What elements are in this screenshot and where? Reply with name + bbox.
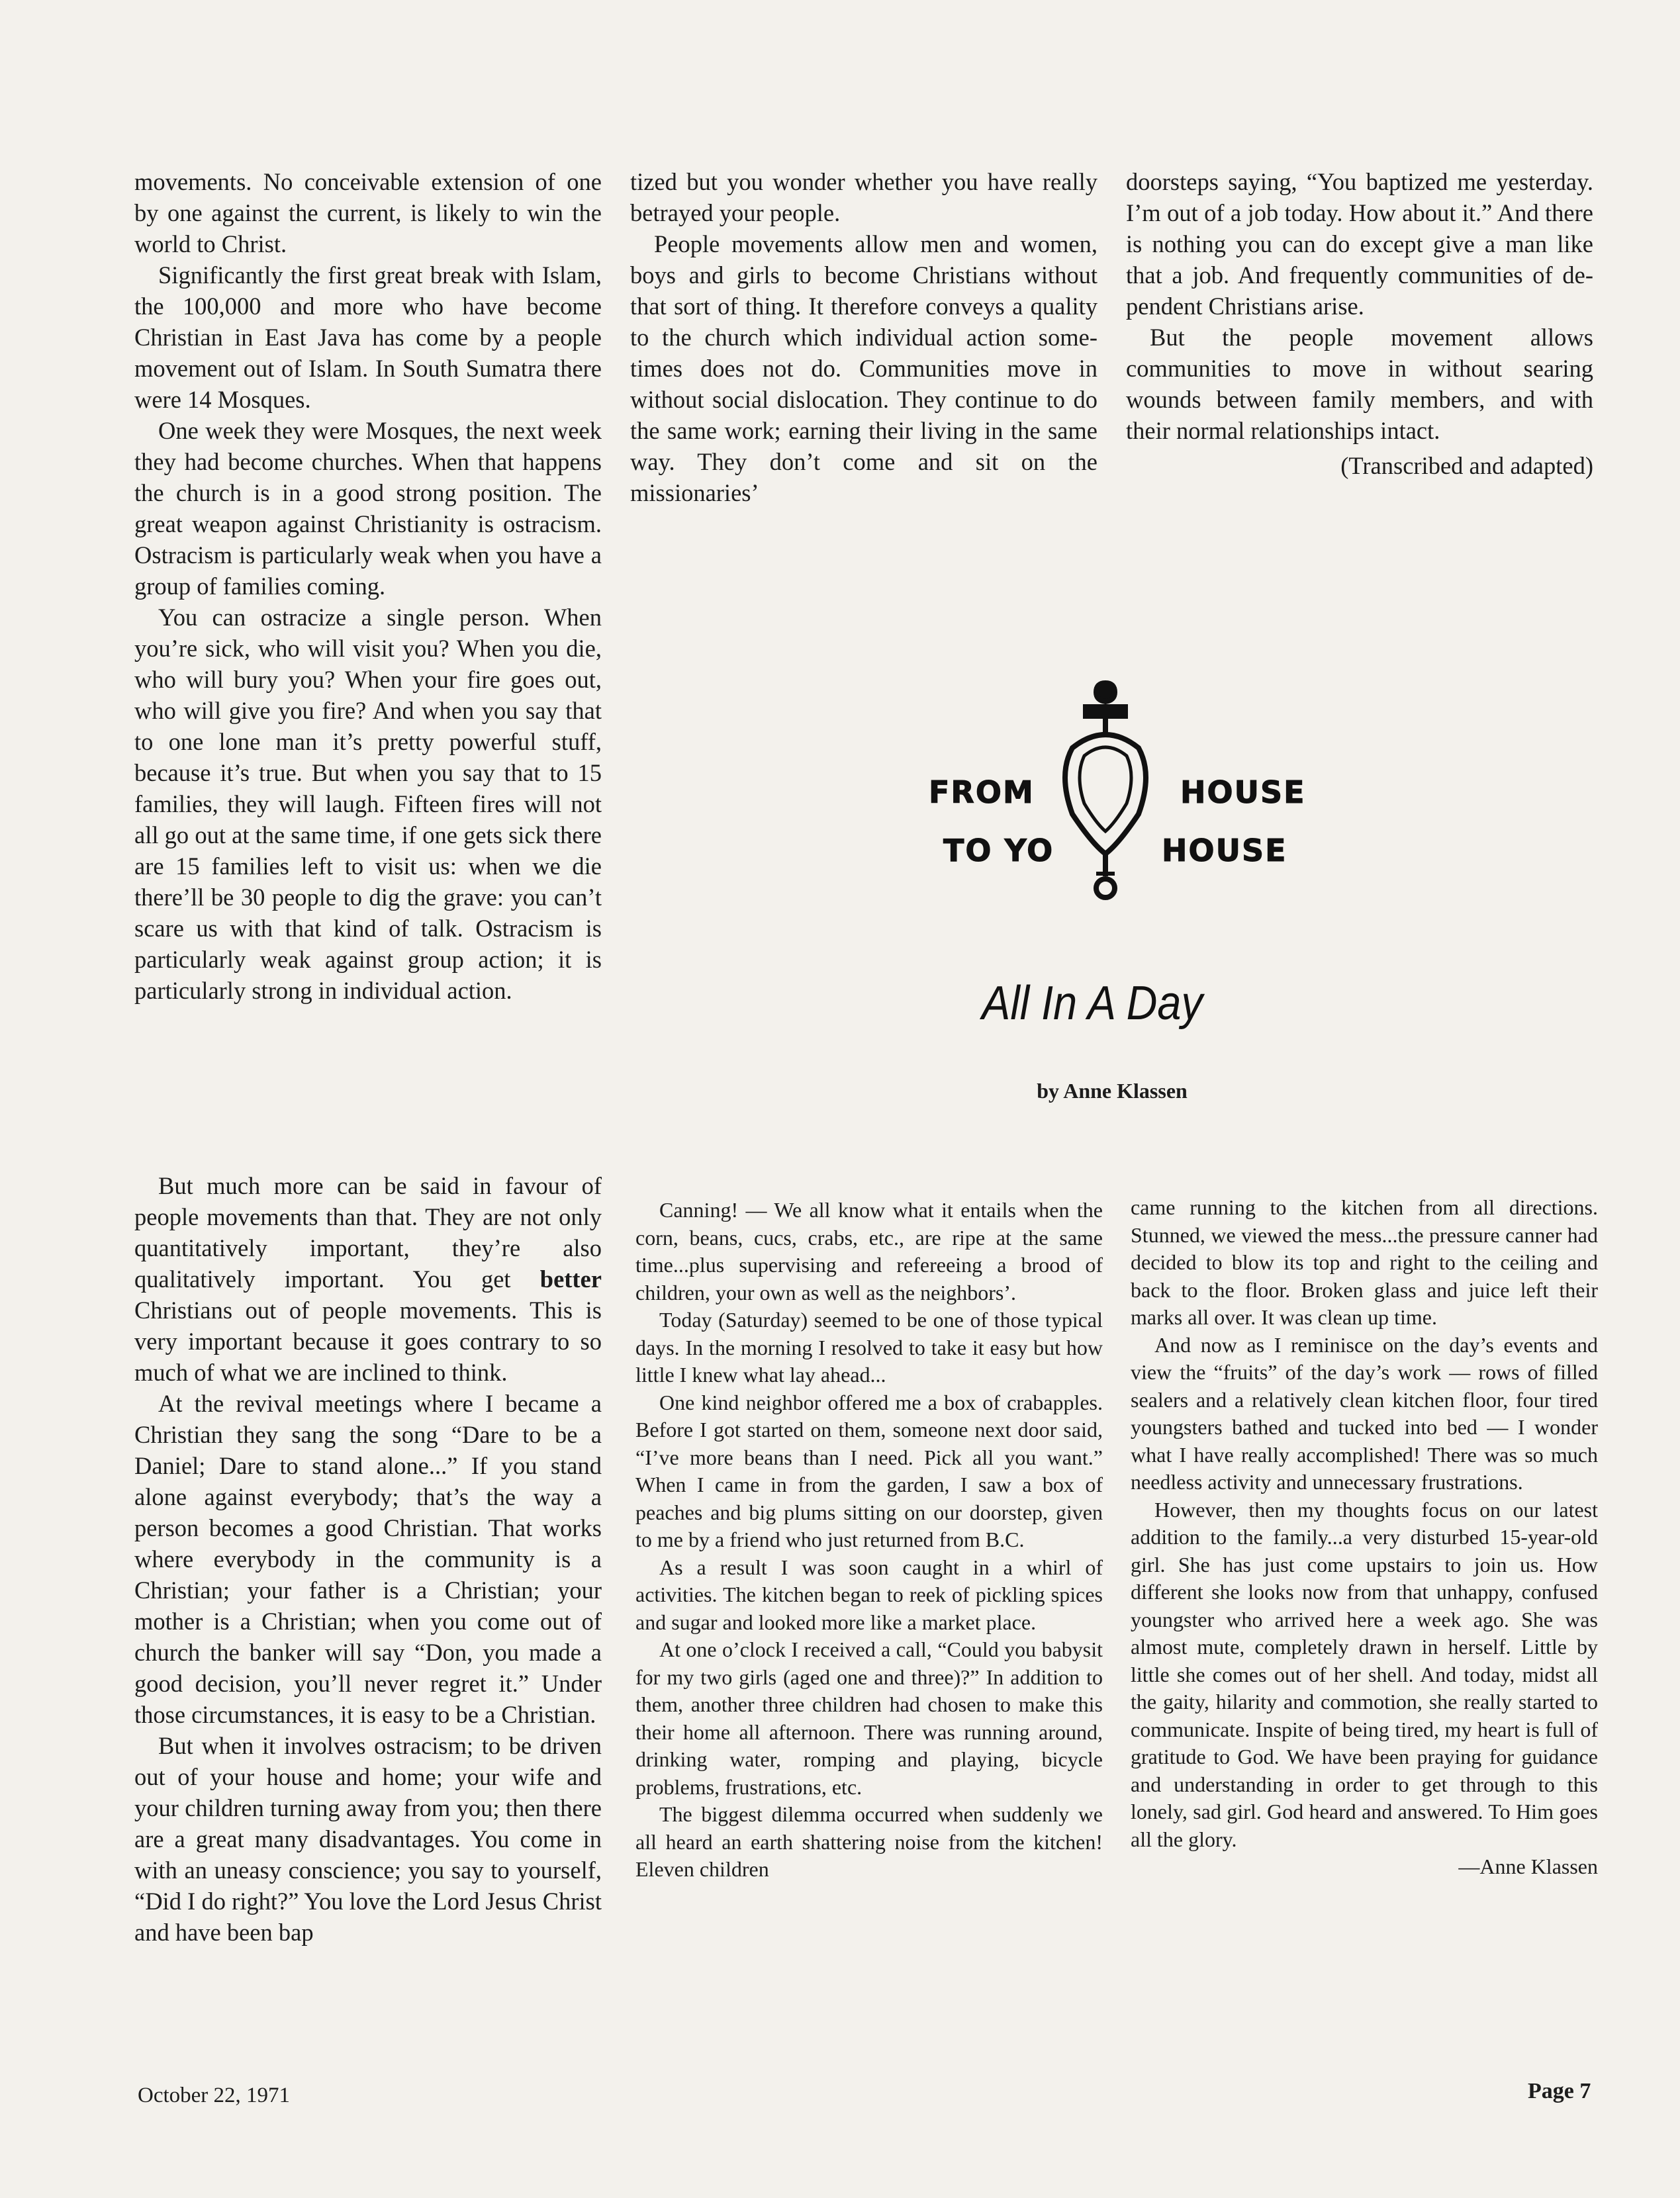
paragraph: But the people movement allows communities to move in without searing wounds between family members, and with their normal relationships intact. <box>1126 324 1593 444</box>
paragraph: came running to the kitchen from all directions. Stunned, we viewed the mess...the pressure canner had decided to blow its top and right to the ceiling and back to the floor. Broken glass and juice left their marks all over. It was clean up time. <box>1131 1195 1598 1329</box>
story-title: All In A Day <box>982 977 1203 1030</box>
paragraph: Canning! — We all know what it entails when the corn, beans, cucs, crabs, etc., are ripe at the same time...plus supervising and refereeing a brood of children, your own as well as the neighbors’. <box>635 1198 1103 1305</box>
article-column-1 <box>134 166 602 1006</box>
paragraph: doorsteps saying, “You baptized me yesterday. I’m out of a job today. How about it.” And there is nothing you can do except give a man like that a job. And frequently communities of dependent Christians arise. <box>1126 168 1593 320</box>
paragraph: The biggest dilemma occurred when suddenly we all heard an earth shattering noise from the kitchen! Eleven children <box>635 1802 1103 1881</box>
paragraph: But when it involves ostracism; to be driven out of your house and home; your wife and your children turning away from you; then there are a great many disadvantages. You come in with an uneasy conscience; you say to yourself, “Did I do right?” You love the Lord Jesus Christ and have been bap <box>134 1732 602 1946</box>
page-number: Page 7 <box>1528 2079 1591 2103</box>
emphasis-better: better <box>539 1265 602 1293</box>
paragraph: movements. No conceivable extension of one by one against the current, is likely to win the world to Christ. <box>134 168 602 257</box>
paragraph: tized but you wonder whether you have really betrayed your people. <box>630 168 1097 226</box>
article-column-3 <box>1126 166 1593 481</box>
story-byline: by Anne Klassen <box>1037 1079 1188 1103</box>
paragraph: Today (Saturday) seemed to be one of those typical days. In the morning I resolved to take it easy but how little I knew what lay ahead... <box>635 1308 1103 1387</box>
paragraph: At one o’clock I received a call, “Could you babysit for my two girls (aged one and three)?” In addition to them, another three children had chosen to make this their home all afternoon. There was running around, drinking water, romping and playing, bicycle problems, frustrations, etc. <box>635 1637 1103 1799</box>
door-knocker-icon <box>1033 675 1178 913</box>
paragraph: Significantly the first great break with Islam, the 100,000 and more who have become Christian in East Java has come by a people movement out of Islam. In South Sumatra there were 14 Mosques. <box>134 261 602 413</box>
logo-word-to-your: TO YO <box>943 833 1054 868</box>
logo-word-house: HOUSE <box>1180 774 1306 810</box>
paragraph: As a result I was soon caught in a whirl of activities. The kitchen began to reek of pickling spices and sugar and looked more like a market place. <box>635 1555 1103 1634</box>
paragraph: People movements allow men and women, boys and girls to become Christians without that sort of thing. It therefore conveys a quality to the church which individual action sometimes does not do. Communities move in without social dislocation. They continue to do the same work; earning their living in the same way. They don’t come and sit on the missionaries’ <box>630 230 1097 506</box>
issue-date: October 22, 1971 <box>138 2084 291 2107</box>
logo-word-from: FROM <box>929 774 1035 810</box>
logo-word-house-2: HOUSE <box>1162 833 1287 868</box>
column-logo <box>917 675 1327 913</box>
article-column-4 <box>134 1170 602 1948</box>
paragraph: At the revival meetings where I became a Christian they sang the song “Dare to be a Daniel; Dare to stand alone...” If you stand alone against everybody; that’s the way a person becomes a good Christian. That works where everybody in the community is a Christian; your father is a Christian; your mother is a Christian; when you come out of church the banker will say “Don, you made a good decision, you’ll never regret it.” Under those circumstances, it is easy to be a Christian. <box>134 1390 602 1728</box>
story-column-2 <box>1131 1194 1598 1881</box>
story-column-1 <box>635 1197 1103 1884</box>
paragraph: And now as I reminisce on the day’s events and view the “fruits” of the day’s work — rows of filled sealers and a relatively clean kitchen floor, four tired youngsters bathed and tucked into bed — I wonder what I have really accomplished! There was so much needless activity and unnecessary frustrations. <box>1131 1332 1598 1494</box>
transcription-credit: (Transcribed and adapted) <box>1340 452 1593 479</box>
paragraph: But much more can be said in favour of people movements than that. They are not only quantitatively important, they’re also qualitatively important. You get better Christians out of people movements. This is very important because it goes contrary to so much of what we are inclined to think. <box>134 1172 602 1386</box>
author-signature: —Anne Klassen <box>1458 1855 1598 1878</box>
paragraph: However, then my thoughts focus on our latest addition to the family...a very disturbed 15-year-old girl. She has just come upstairs to join us. How different she looks now from that unhappy, confused youngster who arrived here a week ago. She was almost mute, completely drawn in herself. Little by little she comes out of her shell. And today, midst all the gaity, hilarity and commotion, she really started to communicate. Inspite of being tired, my heart is full of gratitude to God. We have been praying for guidance and understanding in order to get through to this lonely, sad girl. God heard and answered. To Him goes all the glory. <box>1131 1497 1598 1851</box>
paragraph: One kind neighbor offered me a box of crabapples. Before I got started on them, someone next door said, “I’ve more beans than I need. Pick all you want.” When I came in from the garden, I saw a box of peaches and big plums sitting on our doorstep, given to me by a friend who just returned from B.C. <box>635 1390 1103 1551</box>
paragraph: One week they were Mosques, the next week they had become churches. When that happens the church is in a good strong position. The great weapon against Christianity is ostracism. Ostracism is particularly weak when you have a group of families coming. <box>134 417 602 600</box>
article-column-2 <box>630 166 1097 508</box>
paragraph: You can ostracize a single person. When you’re sick, who will visit you? When you die, who will bury you? When your fire goes out, who will give you fire? And when you say that to one lone man it’s pretty powerful stuff, because it’s true. But when you say that to 15 families, they will laugh. Fifteen fires will not all go out at the same time, if one gets sick there are 15 families left to visit us: when we die there’ll be 30 people to dig the grave: you can’t scare us with that kind of talk. Ostracism is particularly weak against group action; it is particularly strong in individual action. <box>134 604 602 1004</box>
